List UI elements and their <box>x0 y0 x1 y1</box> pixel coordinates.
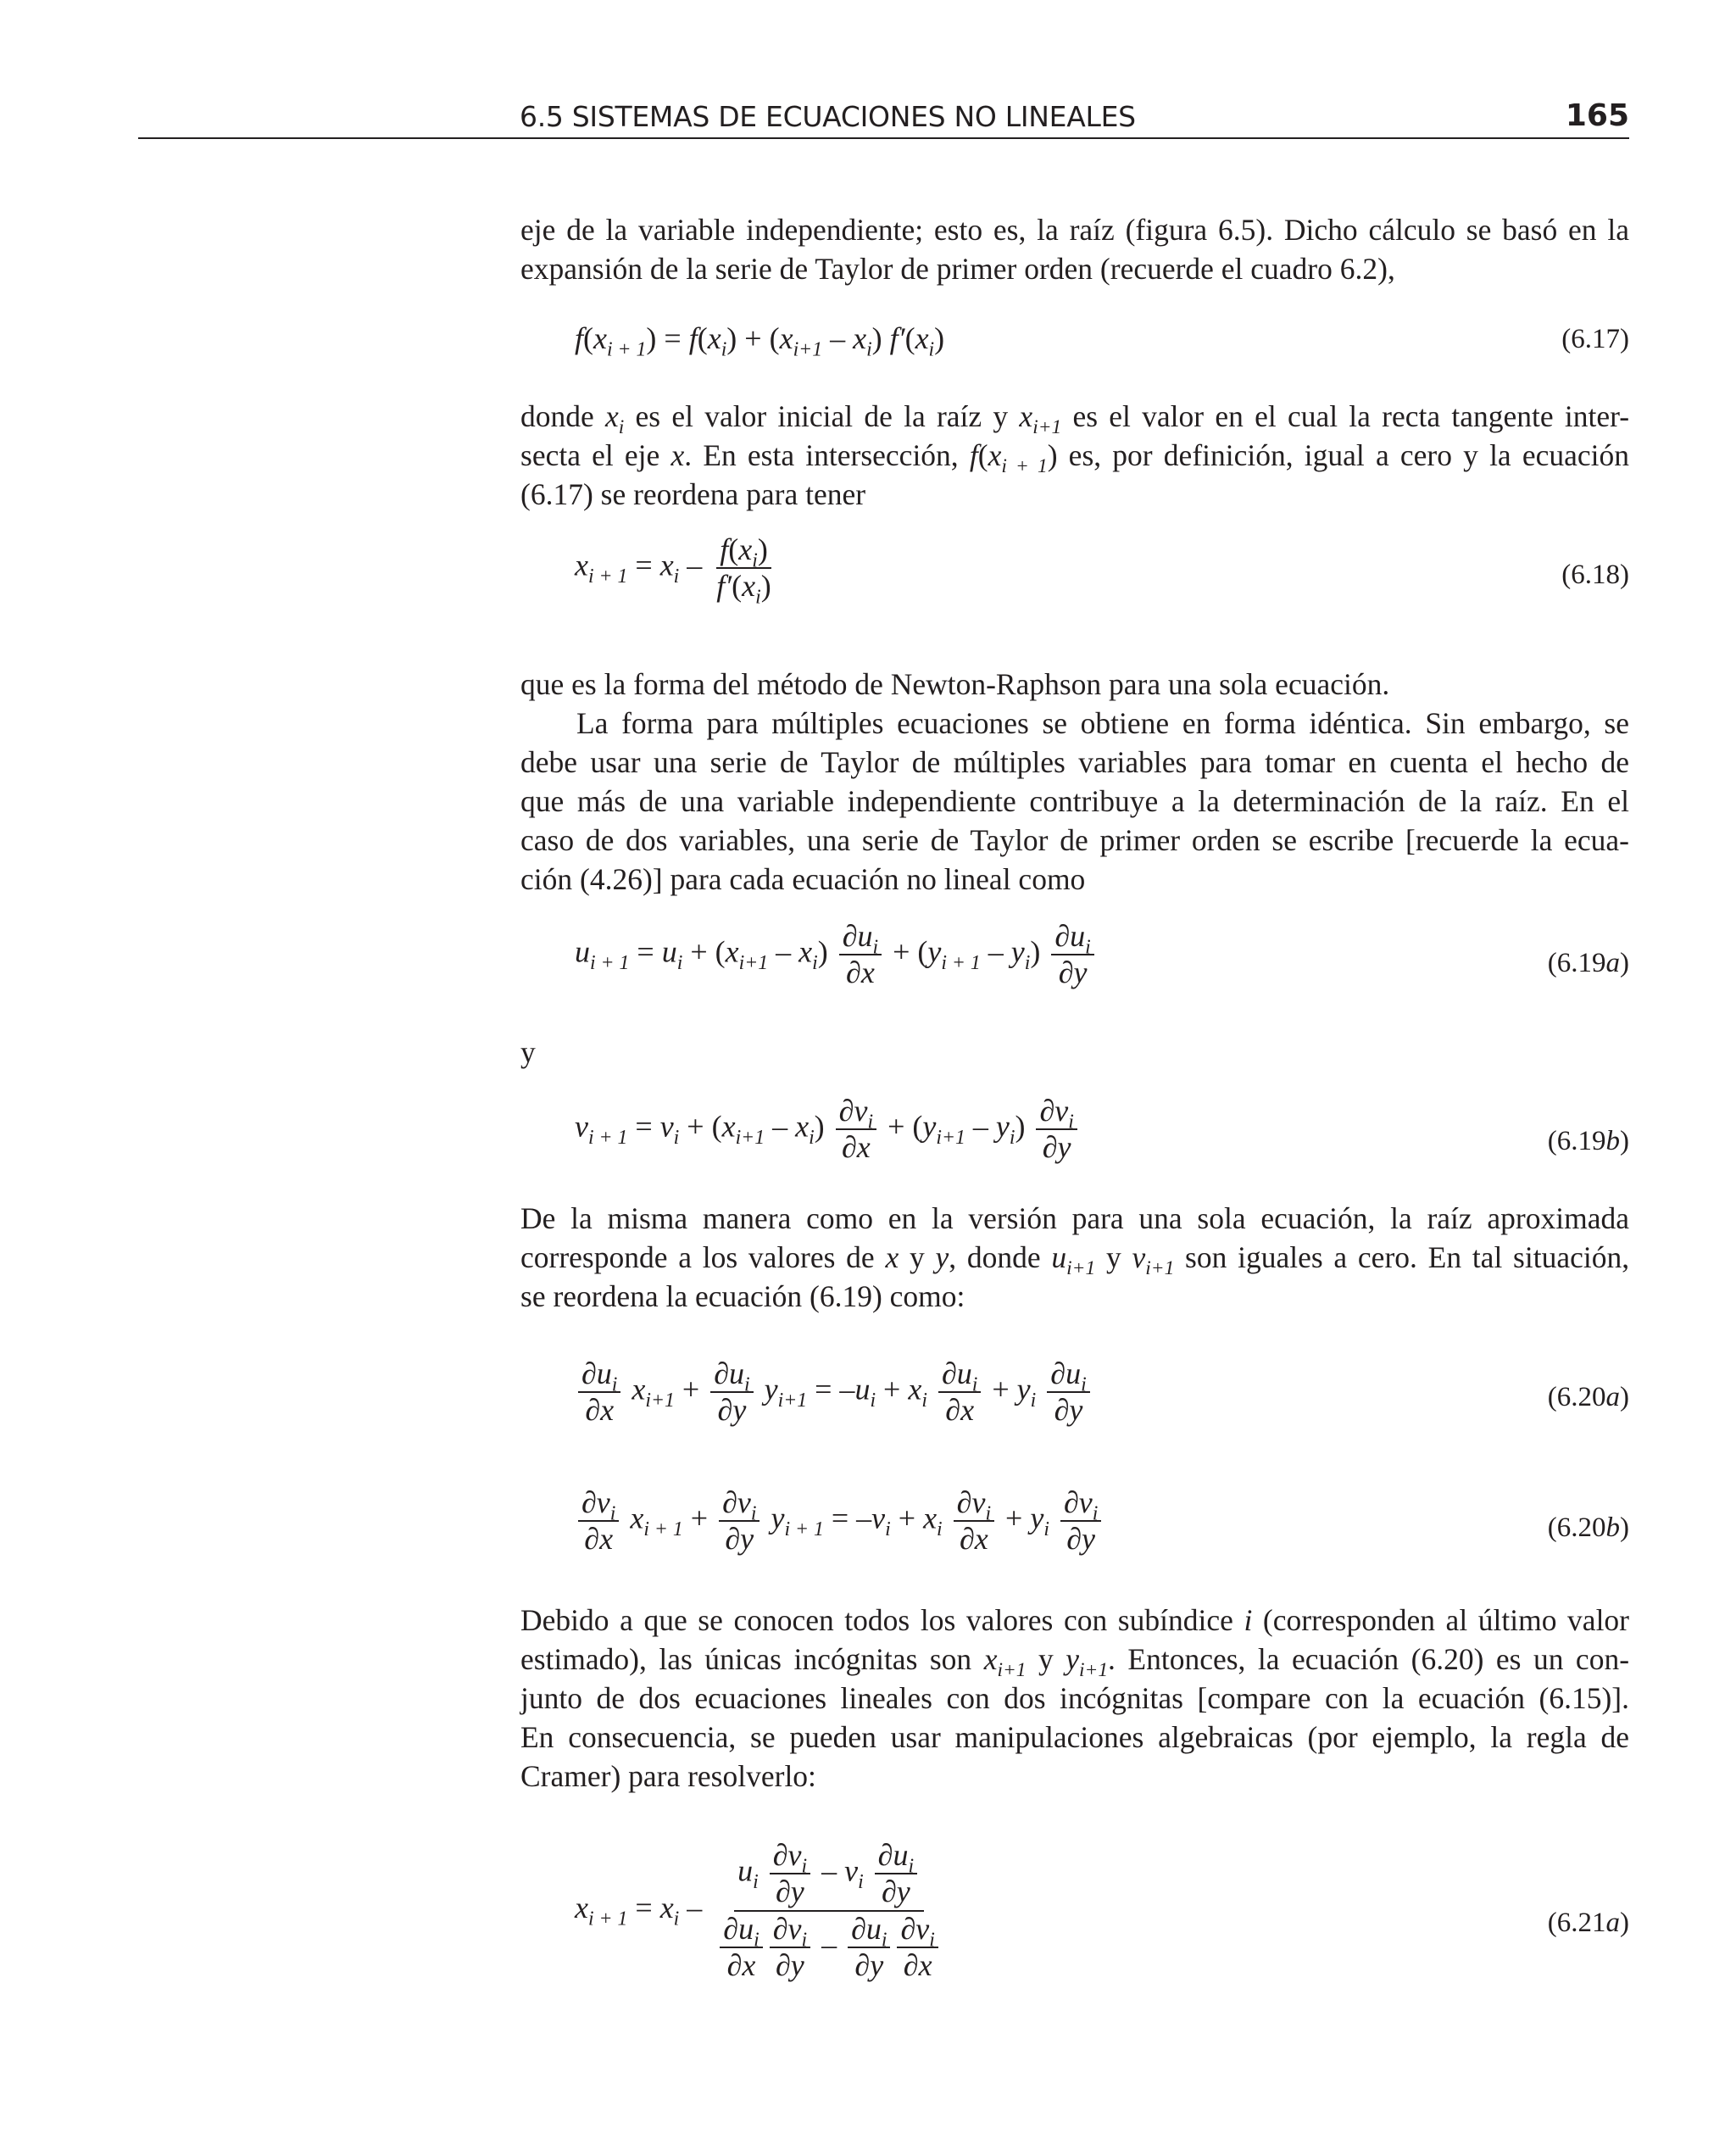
equation-number: (6.20a) <box>1547 1382 1629 1412</box>
text-line: corresponde a los valores de x y y, donde $u_{i+1}$ y $v_{i+1}$ son iguales a cero. En tal situación, <box>520 1240 1630 1280</box>
conjunction-y: y <box>520 1035 536 1069</box>
equation-number: (6.20b) <box>1547 1512 1629 1543</box>
running-header <box>138 95 1629 139</box>
text-line: (6.17) se reordena para tener <box>520 477 866 511</box>
text-line: secta el eje x. En esta intersección, $f(x_{i + 1})$ es, por definición, igual a cero y la ecuación <box>520 438 1630 478</box>
equation-6-19a: $u_{i + 1} = u_i + (x_{i+1} - x_i)$ $\frac{\partial u_i}{\partial x}$ + $(y_{i + 1} - y_i)$ $\frac{\partial u_i}{\partial y}$ <box>575 919 1098 991</box>
text-line: donde $x_i$ es el valor inicial de la raíz y $x_{i+1}$ es el valor en el cual la recta tangente inter- <box>520 399 1630 439</box>
paragraph-3 <box>520 665 1629 899</box>
text-line: estimado), las únicas incógnitas son $x_{i+1}$ y $y_{i+1}$. Entonces, la ecuación (6.20) es un con- <box>520 1642 1630 1682</box>
text-line: expansión de la serie de Taylor de primer orden (recuerde el cuadro 6.2), <box>520 252 1395 286</box>
text-line: Debido a que se conocen todos los valores con subíndice i (corresponden al último valor <box>520 1603 1630 1637</box>
equation-6-21a: $x_{i + 1} = x_i$ – $u_i$ $\frac{\partial v_i}{\partial y}$ – $v_i$ $\frac{\partial u_i}{\partial y}$ $\frac{\partial u_i}{\partial x}$ $\frac{\partial v_i}{\partial y}$ – $\frac{\partial u_i}{\partial y}$ $\frac{\partial v_i}{\partial x}$ <box>575 1838 949 1984</box>
paragraph-1 <box>520 210 1629 288</box>
text-line: ción (4.26)] para cada ecuación no lineal como <box>520 862 1086 896</box>
text-line: eje de la variable independiente; esto es, la raíz (figura 6.5). Dicho cálculo se basó en la <box>520 213 1629 247</box>
equation-number: (6.19b) <box>1547 1126 1629 1156</box>
text-line: que más de una variable independiente contribuye a la determinación de la raíz. En el <box>520 784 1629 818</box>
text-line: junto de dos ecuaciones lineales con dos incógnitas [compare con la ecuación (6.15)]. <box>520 1681 1629 1715</box>
paragraph-6 <box>520 1601 1629 1796</box>
text-line: En consecuencia, se pueden usar manipulaciones algebraicas (por ejemplo, la regla de <box>520 1720 1629 1754</box>
text-line: La forma para múltiples ecuaciones se obtiene en forma idéntica. Sin embargo, se <box>576 706 1629 740</box>
text-line: se reordena la ecuación (6.19) como: <box>520 1279 965 1313</box>
equation-6-19b: $v_{i + 1} = v_i + (x_{i+1} - x_i)$ $\frac{\partial v_i}{\partial x}$ + $(y_{i+1} - y_i)$ $\frac{\partial v_i}{\partial y}$ <box>575 1094 1081 1166</box>
text-line: debe usar una serie de Taylor de múltiples variables para tomar en cuenta el hecho de <box>520 745 1629 779</box>
equation-6-20b: $\frac{\partial v_i}{\partial x}$ $x_{i + 1}$ + $\frac{\partial v_i}{\partial y}$ $y_{i + 1} = -v_i + x_i$ $\frac{\partial v_i}{\partial x}$ + $y_i$ $\frac{\partial v_i}{\partial y}$ <box>575 1485 1104 1557</box>
page-number: 165 <box>1565 98 1629 133</box>
equation-number: (6.17) <box>1561 324 1629 354</box>
equation-number: (6.19a) <box>1547 948 1629 978</box>
paragraph-5 <box>520 1199 1629 1316</box>
text-line: caso de dos variables, una serie de Taylor de primer orden se escribe [recuerde la ecua- <box>520 823 1629 857</box>
paragraph-2 <box>520 397 1629 514</box>
equation-6-17: $f(x_{i + 1}) = f(x_i) + (x_{i+1} - x_i)$ $f'(x_i)$ <box>575 321 945 361</box>
equation-number: (6.21a) <box>1547 1908 1629 1938</box>
equation-number: (6.18) <box>1561 560 1629 590</box>
text-line: De la misma manera como en la versión para una sola ecuación, la raíz aproximada <box>520 1201 1629 1235</box>
section-title: 6.5 SISTEMAS DE ECUACIONES NO LINEALES <box>520 100 1136 133</box>
equation-6-18: $x_{i + 1} = x_i$ – $\frac{f(x_i)}{f'(x_i)}$ <box>575 532 771 609</box>
text-line: Cramer) para resolverlo: <box>520 1759 816 1793</box>
equation-6-20a: $\frac{\partial u_i}{\partial x}$ $x_{i+1}$ + $\frac{\partial u_i}{\partial y}$ $y_{i+1} = -u_i + x_i$ $\frac{\partial u_i}{\partial x}$ + $y_i$ $\frac{\partial u_i}{\partial y}$ <box>575 1356 1093 1429</box>
text-line: que es la forma del método de Newton-Raphson para una sola ecuación. <box>520 667 1390 701</box>
